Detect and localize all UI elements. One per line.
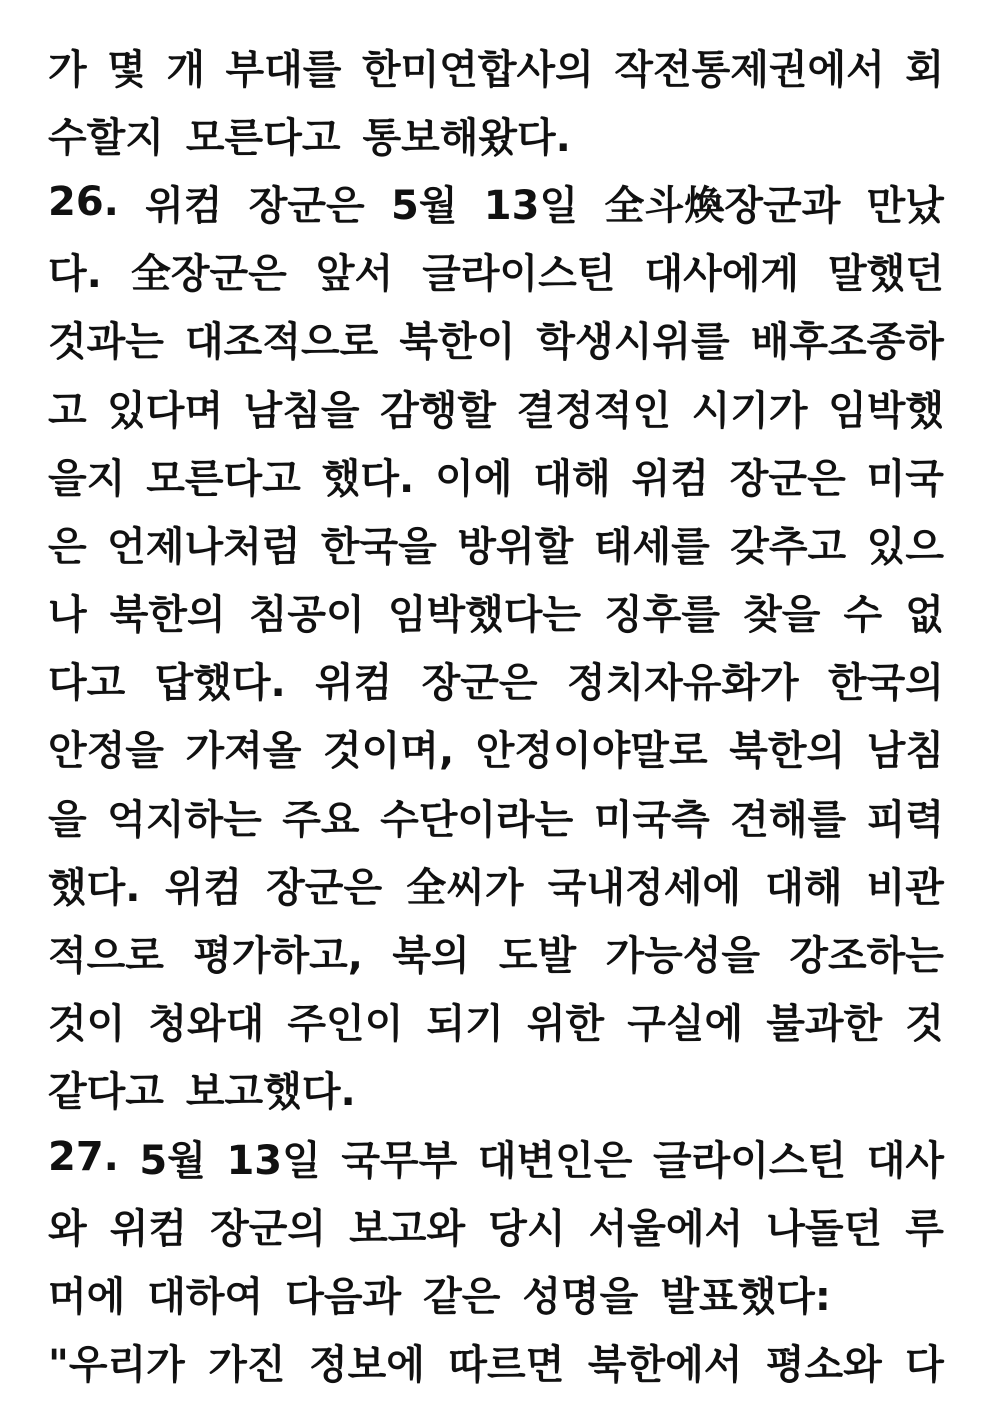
word: 평가하고, [193,933,363,980]
word: 북의 [392,933,470,980]
word: 수 [843,592,883,639]
word: 수단이라는 [380,796,574,843]
word: 을지 [48,455,126,502]
word: 장군의 [210,1205,327,1252]
word: 것이 [48,1001,126,1048]
word: 성명을 [522,1273,639,1320]
word: 말했던 [828,251,944,298]
word: 구실에 [627,1001,744,1048]
word: 도발 [498,933,577,980]
text-line [48,918,944,986]
word: 청와대 [148,1001,265,1048]
word: 개 [166,46,205,93]
word: 안정이야말로 [475,728,708,775]
word: 태세를 [593,523,710,570]
word: 찾을 [743,592,821,639]
word: 피력 [866,796,944,843]
text-line [48,305,944,373]
word: 없 [905,592,944,639]
word: 위컴 [631,455,709,502]
word: 징후를 [604,592,721,639]
word: 글라이스틴 [422,251,616,298]
word: 보고와 [349,1205,466,1252]
word: 장군은 [266,864,383,911]
text-line [48,1123,944,1191]
word: 가능성을 [605,933,761,980]
text-line [48,850,944,918]
word: 억지하는 [107,796,262,843]
word: 와 [48,1205,87,1252]
word: 몇 [107,46,146,93]
word: 미국 [866,455,944,502]
text-line [48,32,944,100]
word: 했다. [48,864,141,911]
word: 가진 [208,1342,286,1389]
word: 나 [48,592,87,639]
word: 불과한 [766,1001,883,1048]
text-line [48,782,944,850]
text-line [48,987,944,1055]
text-line [48,100,944,168]
word: 全斗煥장군과 [604,182,841,229]
word: 남침을 [243,387,360,434]
word: 다 [905,1342,944,1389]
word: 배후조종하 [750,319,944,366]
word: 같다고 [48,1069,164,1116]
word: 위한 [526,1001,605,1048]
word: 통보해왔다. [362,114,571,161]
word: 국내정세에 [547,864,741,911]
word: 주인이 [287,1001,404,1048]
word: 은 [48,523,87,570]
word: 고 [48,387,87,434]
word: 북한에서 [587,1342,743,1389]
word: 대해 [765,864,843,911]
word: 한국의 [828,660,944,707]
word: 당시 [488,1205,566,1252]
word: 장군은 [248,182,365,229]
word: 있으 [866,523,944,570]
word: 26. [48,179,119,226]
word: 위컴 [315,660,393,707]
word: 북한의 [109,592,226,639]
word: 국무부 [341,1137,458,1184]
word: 위컴 [109,1205,188,1252]
word: 정치자유화가 [566,660,799,707]
text-line [48,1328,944,1396]
word: 회 [905,46,944,93]
text-line [48,1259,944,1327]
word: 위컴 [145,182,223,229]
word: 5월 [391,182,458,229]
text-line [48,168,944,236]
word: 대해 [533,455,611,502]
word: 있다며 [107,387,224,434]
word: 것과는 [48,319,164,366]
word: 13일 [483,182,579,229]
word: 다음과 [285,1273,402,1320]
word: 만났 [866,182,944,229]
word: 이에 [435,455,513,502]
word: 같은 [423,1273,501,1320]
word: 루 [905,1205,944,1252]
text-line [48,646,944,714]
word: 대변인은 [477,1137,633,1184]
text-line [48,578,944,646]
word: 되기 [426,1001,504,1048]
text-line [48,509,944,577]
word: 장군은 [729,455,846,502]
text-line [48,1055,944,1123]
word: 다고 [48,660,126,707]
word: 다. [48,251,102,298]
word: 감행할 [380,387,496,434]
word: 대사 [866,1137,944,1184]
word: 것이며, [323,728,455,775]
word: 언제나처럼 [107,523,301,570]
word: 안정을 [48,728,164,775]
word: 방위할 [457,523,574,570]
word: 임박했다는 [387,592,582,639]
word: 5월 [139,1137,206,1184]
text-line [48,714,944,782]
word: 했다. [321,455,415,502]
word: 서울에서 [588,1205,744,1252]
word: 모른다고 [146,455,301,502]
body-text [48,32,944,1396]
word: 앞서 [315,251,394,298]
word: 주요 [282,796,360,843]
word: 북한의 [729,728,846,775]
word: 한국을 [320,523,437,570]
word: 머에 [48,1273,126,1320]
word: 갖추고 [730,523,847,570]
word: 수할지 [48,114,164,161]
word: 대조적으로 [185,319,379,366]
word: 침공이 [248,592,365,639]
word: 대하여 [147,1273,264,1320]
text-line [48,237,944,305]
word: 가 [48,46,87,93]
word: 미국측 [593,796,710,843]
word: 장군은 [421,660,538,707]
word: 위컴 [164,864,242,911]
word: 을 [48,796,87,843]
word: 가져올 [185,728,302,775]
text-line [48,373,944,441]
word: 것 [905,1001,944,1048]
word: 정보에 [309,1342,425,1389]
word: 발표했다: [660,1273,831,1320]
word: 보고했다. [185,1069,356,1116]
word: 남침 [866,728,944,775]
word: "우리가 [48,1342,185,1389]
word: 적으로 [48,933,164,980]
word: 견해를 [730,796,847,843]
word: 부대를 [225,46,342,93]
word: 답했다. [154,660,286,707]
word: 全장군은 [130,251,287,298]
text-line [48,441,944,509]
word: 모른다고 [185,114,341,161]
word: 임박했 [828,387,944,434]
word: 시기가 [691,387,808,434]
word: 북한이 [399,319,516,366]
word: 나돌던 [766,1205,883,1252]
word: 강조하는 [789,933,944,980]
word: 13일 [226,1137,321,1184]
word: 평소와 [765,1342,882,1389]
word: 27. [48,1134,119,1181]
word: 결정적인 [516,387,672,434]
word: 글라이스틴 [652,1137,847,1184]
word: 한미연합사의 [361,46,594,93]
word: 비관 [866,864,944,911]
word: 대사에게 [644,251,799,298]
text-line [48,1191,944,1259]
word: 따르면 [448,1342,565,1389]
word: 학생시위를 [536,319,730,366]
word: 全씨가 [406,864,524,911]
word: 작전통제권에서 [614,46,885,93]
